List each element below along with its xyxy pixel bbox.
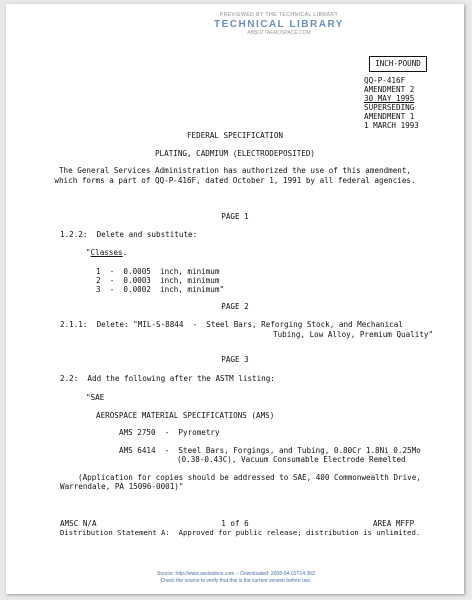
class-row: 2 - 0.0003 inch, minimum [96,276,220,285]
amendment-number: AMENDMENT 2 [364,85,415,94]
logo-tagline: PREVIEWED BY THE TECHNICAL LIBRARY [219,12,339,18]
amsc-label: AMSC N/A [60,519,97,528]
application-line-1: (Application for copies should be addressed to SAE, 400 Commonwealth Drive, [78,473,421,482]
source-note-line-2: Check the source to verify that this is the current version before use. [160,578,312,584]
page-number: 1 of 6 [221,519,249,528]
superseded-date: 1 MARCH 1993 [364,121,419,130]
class-row: 3 - 0.0002 inch, minimum" [96,285,225,294]
ams-2750: AMS 2750 - Pyrometry [119,428,220,437]
para-1-2-2: 1.2.2: Delete and substitute: [60,230,198,239]
amendment-date: 30 MAY 1995 [364,94,415,103]
technical-library-logo [174,12,384,36]
page-3-heading: PAGE 3 [221,355,249,364]
class-row: 1 - 0.0005 inch, minimum [96,267,220,276]
page-1-heading: PAGE 1 [221,212,249,221]
distribution-statement: Distribution Statement A: Approved for public release; distribution is unlimited. [60,528,421,537]
logo-url: ABBOTTAEROSPACE.COM [247,30,311,36]
ams-6414-line-1: AMS 6414 - Steel Bars, Forgings, and Tubing, 0.80Cr 1.8Ni 0.25Mo [119,446,421,455]
source-note-line-1: Source: http://www.assistdocs.com -- Downloaded: 2008-04-01T14:36Z [156,571,316,577]
sae-label: "SAE [86,393,105,402]
intro-line-1: The General Services Administration has authorized the use of this amendment, [58,166,412,175]
ams-6414-line-2: (0.38-0.43C), Vacuum Consumable Electrode Remelted [177,455,406,464]
ams-heading: AEROSPACE MATERIAL SPECIFICATIONS (AMS) [96,411,275,420]
spec-type: FEDERAL SPECIFICATION [186,131,283,140]
area-label: AREA MFFP [373,519,415,528]
application-line-2: Warrendale, PA 15096-0001)" [60,482,184,491]
superseded-amendment: AMENDMENT 1 [364,112,415,121]
page-2-heading: PAGE 2 [221,302,249,311]
classes-heading: "Classes. [86,248,128,257]
logo-name: TECHNICAL LIBRARY [214,19,344,30]
doc-number: QQ-P-416F [364,76,406,85]
intro-line-2: which forms a part of QQ-P-416F, dated October 1, 1991 by all federal agencies. [54,176,416,185]
superseding-label: SUPERSEDING [364,103,415,112]
spec-subject: PLATING, CADMIUM (ELECTRODEPOSITED) [154,149,315,158]
document-page [6,4,464,594]
para-2-1-1-line-1: 2.1.1: Delete: "MIL-S-8844 - Steel Bars, Reforging Stock, and Mechanical [60,320,403,329]
inch-pound-box: INCH-POUND [369,56,427,72]
para-2-2: 2.2: Add the following after the ASTM listing: [60,374,275,383]
para-2-1-1-line-2: Tubing, Low Alloy, Premium Quality" [273,330,434,339]
